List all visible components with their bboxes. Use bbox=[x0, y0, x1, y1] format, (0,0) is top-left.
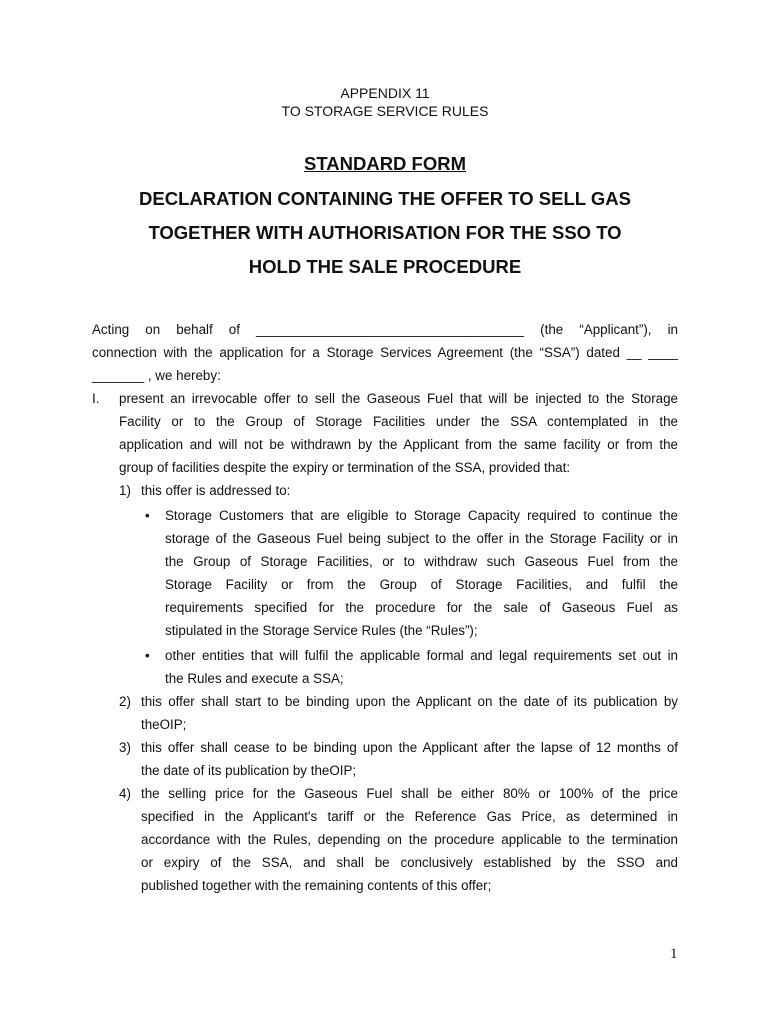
standard-form-heading bbox=[0, 153, 770, 175]
sub4-line-3: accordance with the Rules, depending on the procedure applicable to the termination bbox=[141, 832, 678, 847]
page-number: 1 bbox=[670, 946, 678, 962]
bullet-2-symbol: • bbox=[145, 648, 150, 663]
item-line-4: group of facilities despite the expiry or termination of the SSA, provided that: bbox=[119, 460, 571, 475]
item-line-1: present an irrevocable offer to sell the Gaseous Fuel that will be injected to the Storage bbox=[119, 391, 678, 406]
bullet-1-line-1: Storage Customers that are eligible to Storage Capacity required to continue the bbox=[165, 508, 678, 523]
sub3-line-2: the date of its publication by theOIP; bbox=[141, 763, 357, 778]
intro-line-1: Acting on behalf of ____________________________________ (the “Applicant”), in bbox=[92, 322, 678, 337]
title-line-1: DECLARATION CONTAINING THE OFFER TO SELL GAS bbox=[139, 188, 631, 209]
sub4-line-4: or expiry of the SSA, and shall be conclusively established by the SSO and bbox=[141, 855, 678, 870]
bullet-1-line-2: storage of the Gaseous Fuel being subject to the offer in the Storage Facility or in bbox=[165, 531, 678, 546]
title-line-3: HOLD THE SALE PROCEDURE bbox=[248, 256, 522, 277]
title-line-2: TOGETHER WITH AUTHORISATION FOR THE SSO TO bbox=[148, 222, 622, 243]
appendix-label: APPENDIX 11 bbox=[340, 85, 430, 101]
bullet-1-line-5: requirements specified for the procedure for the sale of Gaseous Fuel as bbox=[165, 600, 678, 615]
sub4-line-5: published together with the remaining contents of this offer; bbox=[141, 878, 492, 893]
bullet-1-line-3: the Group of Storage Facilities, or to withdraw such Gaseous Fuel from the bbox=[165, 554, 678, 569]
item-marker: I. bbox=[92, 391, 100, 406]
sub3-marker: 3) bbox=[119, 740, 131, 755]
bullet-1-line-6: stipulated in the Storage Service Rules (the “Rules”); bbox=[165, 623, 478, 638]
intro-line-2: connection with the application for a Storage Services Agreement (the “SSA”) dated __ ____ bbox=[92, 345, 678, 360]
sub2-marker: 2) bbox=[119, 694, 131, 709]
item-line-3: application and will not be withdrawn by the Applicant from the same facility or from the bbox=[119, 437, 678, 452]
sub4-line-2: specified in the Applicant's tariff or the Reference Gas Price, as determined in bbox=[141, 809, 678, 824]
bullet-1-symbol: • bbox=[145, 508, 150, 523]
appendix-subtitle: TO STORAGE SERVICE RULES bbox=[281, 103, 489, 119]
sub4-line-1: the selling price for the Gaseous Fuel shall be either 80% or 100% of the price bbox=[141, 786, 678, 801]
bullet-1-line-4: Storage Facility or from the Group of Storage Facilities, and fulfil the bbox=[165, 577, 678, 592]
sub1-text: this offer is addressed to: bbox=[141, 483, 291, 498]
bullet-2-line-1: other entities that will fulfil the applicable formal and legal requirements set out in bbox=[165, 648, 678, 663]
sub3-line-1: this offer shall cease to be binding upon the Applicant after the lapse of 12 months of bbox=[141, 740, 678, 755]
sub2-line-2: theOIP; bbox=[141, 717, 187, 732]
bullet-2-line-2: the Rules and execute a SSA; bbox=[165, 671, 344, 686]
sub1-marker: 1) bbox=[119, 483, 131, 498]
item-line-2: Facility or to the Group of Storage Facilities under the SSA contemplated in the bbox=[119, 414, 678, 429]
sub4-marker: 4) bbox=[119, 786, 131, 801]
intro-line-3: _______ , we hereby: bbox=[92, 368, 221, 383]
standard-form-text: STANDARD FORM bbox=[303, 153, 467, 174]
sub2-line-1: this offer shall start to be binding upon the Applicant on the date of its publication by bbox=[141, 694, 678, 709]
